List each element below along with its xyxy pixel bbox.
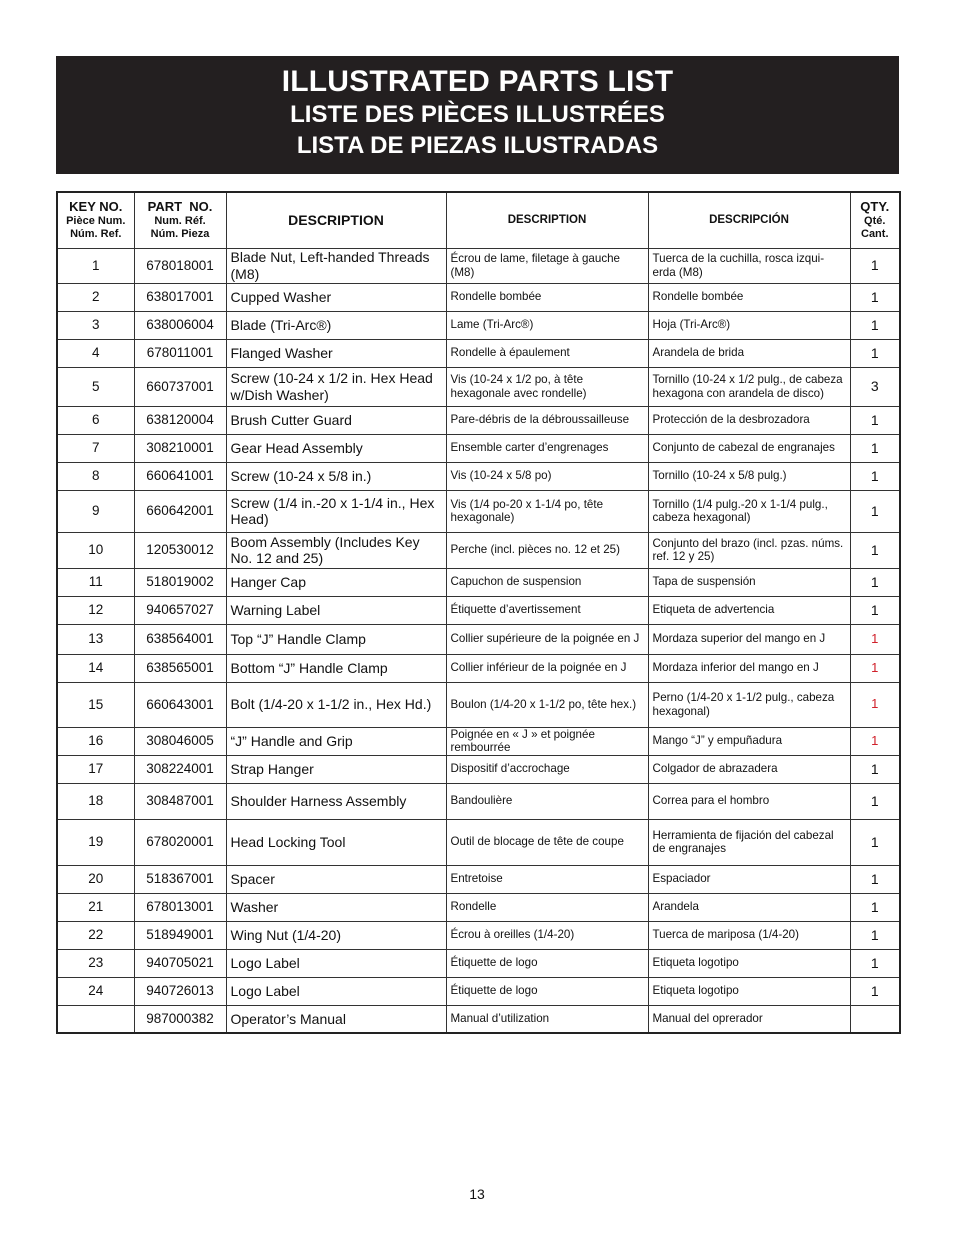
description-fr-cell: Vis (1/4 po-20 x 1-1/4 po, tête hexagonale) (446, 490, 648, 532)
qty-cell: 1 (850, 434, 900, 462)
description-fr-cell: Étiquette de logo (446, 949, 648, 977)
description-en-cell: Cupped Washer (226, 283, 446, 311)
part-no-cell: 678013001 (134, 893, 226, 921)
part-no-cell: 678018001 (134, 248, 226, 283)
table-row (57, 819, 900, 865)
description-es-cell: Correa para el hombro (648, 783, 850, 819)
description-es-cell: Arandela (648, 893, 850, 921)
description-es-cell: Arandela de brida (648, 339, 850, 367)
description-es-cell: Perno (1/4-20 x 1-1/2 pulg., cabeza hexagonal) (648, 682, 850, 727)
description-fr-cell: Perche (incl. pièces no. 12 et 25) (446, 532, 648, 568)
table-row (57, 406, 900, 434)
table-row (57, 865, 900, 893)
description-fr-cell: Rondelle à épaulement (446, 339, 648, 367)
table-row (57, 893, 900, 921)
description-fr-cell: Étiquette de logo (446, 977, 648, 1005)
description-fr-cell: Rondelle bombée (446, 283, 648, 311)
title-banner (56, 56, 899, 174)
page-number: 13 (469, 1186, 485, 1202)
table-row (57, 283, 900, 311)
key-no-cell: 21 (57, 893, 134, 921)
table-header-row (57, 192, 900, 248)
table-row (57, 311, 900, 339)
part-no-cell: 518019002 (134, 568, 226, 596)
key-no-cell: 23 (57, 949, 134, 977)
description-es-cell: Tapa de suspensión (648, 568, 850, 596)
qty-cell: 1 (850, 783, 900, 819)
table-row (57, 624, 900, 654)
description-es-cell: Conjunto de cabezal de engranajes (648, 434, 850, 462)
description-en-cell: Logo Label (226, 977, 446, 1005)
description-es-cell: Tuerca de la cuchilla, rosca izqui-erda (M8) (648, 248, 850, 283)
table-row (57, 755, 900, 783)
description-fr-cell: Poignée en « J » et poignée rembourrée (446, 727, 648, 755)
description-en-cell: Screw (10-24 x 5/8 in.) (226, 462, 446, 490)
description-en-cell: Logo Label (226, 949, 446, 977)
description-en-cell: Blade Nut, Left-handed Threads (M8) (226, 248, 446, 283)
title-spanish: LISTA DE PIEZAS ILUSTRADAS (296, 132, 659, 159)
description-es-cell: Protección de la desbrozadora (648, 406, 850, 434)
table-row (57, 568, 900, 596)
key-no-cell: 16 (57, 727, 134, 755)
description-en-cell: Spacer (226, 865, 446, 893)
key-no-cell: 11 (57, 568, 134, 596)
description-es-cell: Etiqueta logotipo (648, 977, 850, 1005)
table-row (57, 462, 900, 490)
qty-cell: 1 (850, 682, 900, 727)
table-row (57, 434, 900, 462)
description-fr-cell: Rondelle (446, 893, 648, 921)
description-en-cell: Blade (Tri-Arc®) (226, 311, 446, 339)
description-fr-cell: Entretoise (446, 865, 648, 893)
description-es-cell: Etiqueta de advertencia (648, 596, 850, 624)
part-no-cell: 660642001 (134, 490, 226, 532)
description-es-cell: Tornillo (1/4 pulg.-20 x 1-1/4 pulg., cabeza hexagonal) (648, 490, 850, 532)
description-fr-cell: Lame (Tri-Arc®) (446, 311, 648, 339)
qty-cell: 1 (850, 949, 900, 977)
key-no-cell: 22 (57, 921, 134, 949)
part-no-cell: 518949001 (134, 921, 226, 949)
qty-cell: 1 (850, 865, 900, 893)
description-en-cell: Screw (1/4 in.-20 x 1-1/4 in., Hex Head) (226, 490, 446, 532)
key-no-cell: 10 (57, 532, 134, 568)
qty-cell: 1 (850, 339, 900, 367)
qty-cell: 1 (850, 596, 900, 624)
table-row (57, 1005, 900, 1033)
part-no-cell: 638120004 (134, 406, 226, 434)
description-en-cell: Boom Assembly (Includes Key No. 12 and 25) (226, 532, 446, 568)
part-no-cell: 638017001 (134, 283, 226, 311)
key-no-cell: 12 (57, 596, 134, 624)
description-es-cell: Etiqueta logotipo (648, 949, 850, 977)
key-no-cell: 3 (57, 311, 134, 339)
qty-cell: 1 (850, 654, 900, 682)
table-row (57, 977, 900, 1005)
table-row (57, 921, 900, 949)
part-no-cell: 120530012 (134, 532, 226, 568)
table-row (57, 339, 900, 367)
description-en-cell: Brush Cutter Guard (226, 406, 446, 434)
description-es-cell: Manual del oprerador (648, 1005, 850, 1033)
key-no-cell (57, 1005, 134, 1033)
description-en-cell: Bolt (1/4-20 x 1-1/2 in., Hex Hd.) (226, 682, 446, 727)
description-en-cell: Top “J” Handle Clamp (226, 624, 446, 654)
description-fr-cell: Pare-débris de la débroussailleuse (446, 406, 648, 434)
description-es-cell: Hoja (Tri-Arc®) (648, 311, 850, 339)
qty-cell: 1 (850, 921, 900, 949)
part-no-cell: 518367001 (134, 865, 226, 893)
description-en-cell: Bottom “J” Handle Clamp (226, 654, 446, 682)
description-fr-cell: Étiquette d’avertissement (446, 596, 648, 624)
description-es-cell: Mordaza superior del mango en J (648, 624, 850, 654)
part-no-cell: 660737001 (134, 367, 226, 406)
key-no-cell: 14 (57, 654, 134, 682)
part-no-cell: 940657027 (134, 596, 226, 624)
qty-cell (850, 1005, 900, 1033)
description-fr-cell: Outil de blocage de tête de coupe (446, 819, 648, 865)
key-no-cell: 17 (57, 755, 134, 783)
description-fr-cell: Écrou à oreilles (1/4-20) (446, 921, 648, 949)
description-es-cell: Espaciador (648, 865, 850, 893)
description-es-cell: Mordaza inferior del mango en J (648, 654, 850, 682)
qty-cell: 3 (850, 367, 900, 406)
qty-cell: 1 (850, 532, 900, 568)
qty-cell: 1 (850, 819, 900, 865)
description-en-cell: Screw (10-24 x 1/2 in. Hex Head w/Dish Washer) (226, 367, 446, 406)
part-no-cell: 660641001 (134, 462, 226, 490)
part-no-cell: 638565001 (134, 654, 226, 682)
key-no-cell: 6 (57, 406, 134, 434)
header-part-no: PART NO. Num. Réf. Núm. Pieza (134, 192, 226, 248)
key-no-cell: 15 (57, 682, 134, 727)
description-fr-cell: Ensemble carter d’engrenages (446, 434, 648, 462)
qty-cell: 1 (850, 755, 900, 783)
description-en-cell: “J” Handle and Grip (226, 727, 446, 755)
table-row (57, 532, 900, 568)
part-no-cell: 678020001 (134, 819, 226, 865)
description-fr-cell: Collier inférieur de la poignée en J (446, 654, 648, 682)
key-no-cell: 7 (57, 434, 134, 462)
description-es-cell: Tornillo (10-24 x 5/8 pulg.) (648, 462, 850, 490)
description-en-cell: Hanger Cap (226, 568, 446, 596)
key-no-cell: 5 (57, 367, 134, 406)
header-qty: QTY. Qté. Cant. (850, 192, 900, 248)
description-en-cell: Washer (226, 893, 446, 921)
description-fr-cell: Vis (10-24 x 5/8 po) (446, 462, 648, 490)
qty-cell: 1 (850, 568, 900, 596)
description-fr-cell: Boulon (1/4-20 x 1-1/2 po, tête hex.) (446, 682, 648, 727)
description-en-cell: Head Locking Tool (226, 819, 446, 865)
qty-cell: 1 (850, 283, 900, 311)
table-row (57, 654, 900, 682)
description-en-cell: Wing Nut (1/4-20) (226, 921, 446, 949)
part-no-cell: 940705021 (134, 949, 226, 977)
part-no-cell: 660643001 (134, 682, 226, 727)
description-es-cell: Conjunto del brazo (incl. pzas. núms. ref. 12 y 25) (648, 532, 850, 568)
qty-cell: 1 (850, 727, 900, 755)
header-description-es: DESCRIPCIÓN (648, 192, 850, 248)
table-row (57, 682, 900, 727)
parts-table (56, 191, 901, 1034)
part-no-cell: 678011001 (134, 339, 226, 367)
description-es-cell: Tuerca de mariposa (1/4-20) (648, 921, 850, 949)
key-no-cell: 24 (57, 977, 134, 1005)
description-en-cell: Shoulder Harness Assembly (226, 783, 446, 819)
key-no-cell: 20 (57, 865, 134, 893)
qty-cell: 1 (850, 624, 900, 654)
description-fr-cell: Manual d’utilization (446, 1005, 648, 1033)
qty-cell: 1 (850, 490, 900, 532)
key-no-cell: 8 (57, 462, 134, 490)
description-fr-cell: Capuchon de suspension (446, 568, 648, 596)
title-english: ILLUSTRATED PARTS LIST (281, 65, 674, 98)
description-es-cell: Herramienta de fijación del cabezal de engranajes (648, 819, 850, 865)
qty-cell: 1 (850, 977, 900, 1005)
title-french: LISTE DES PIÈCES ILLUSTRÉES (290, 101, 665, 128)
part-no-cell: 987000382 (134, 1005, 226, 1033)
key-no-cell: 13 (57, 624, 134, 654)
key-no-cell: 18 (57, 783, 134, 819)
description-en-cell: Warning Label (226, 596, 446, 624)
part-no-cell: 308224001 (134, 755, 226, 783)
description-es-cell: Mango “J” y empuñadura (648, 727, 850, 755)
table-row (57, 783, 900, 819)
qty-cell: 1 (850, 406, 900, 434)
part-no-cell: 638564001 (134, 624, 226, 654)
qty-cell: 1 (850, 248, 900, 283)
header-description-fr: DESCRIPTION (446, 192, 648, 248)
table-row (57, 596, 900, 624)
key-no-cell: 19 (57, 819, 134, 865)
table-row (57, 490, 900, 532)
header-description-en: DESCRIPTION (226, 192, 446, 248)
table-row (57, 727, 900, 755)
description-fr-cell: Écrou de lame, filetage à gauche (M8) (446, 248, 648, 283)
key-no-cell: 9 (57, 490, 134, 532)
description-fr-cell: Collier supérieure de la poignée en J (446, 624, 648, 654)
qty-cell: 1 (850, 462, 900, 490)
description-es-cell: Tornillo (10-24 x 1/2 pulg., de cabeza hexagona con arandela de disco) (648, 367, 850, 406)
description-en-cell: Flanged Washer (226, 339, 446, 367)
table-row (57, 248, 900, 283)
part-no-cell: 638006004 (134, 311, 226, 339)
description-fr-cell: Dispositif d’accrochage (446, 755, 648, 783)
header-key-no: KEY NO. Pièce Num. Núm. Ref. (57, 192, 134, 248)
part-no-cell: 308487001 (134, 783, 226, 819)
description-es-cell: Colgador de abrazadera (648, 755, 850, 783)
qty-cell: 1 (850, 893, 900, 921)
part-no-cell: 940726013 (134, 977, 226, 1005)
description-fr-cell: Vis (10-24 x 1/2 po, à tête hexagonale avec rondelle) (446, 367, 648, 406)
parts-table-body (57, 248, 900, 1033)
part-no-cell: 308046005 (134, 727, 226, 755)
description-en-cell: Gear Head Assembly (226, 434, 446, 462)
key-no-cell: 4 (57, 339, 134, 367)
key-no-cell: 1 (57, 248, 134, 283)
description-en-cell: Operator’s Manual (226, 1005, 446, 1033)
qty-cell: 1 (850, 311, 900, 339)
description-fr-cell: Bandoulière (446, 783, 648, 819)
key-no-cell: 2 (57, 283, 134, 311)
description-en-cell: Strap Hanger (226, 755, 446, 783)
table-row (57, 949, 900, 977)
table-row (57, 367, 900, 406)
description-es-cell: Rondelle bombée (648, 283, 850, 311)
part-no-cell: 308210001 (134, 434, 226, 462)
